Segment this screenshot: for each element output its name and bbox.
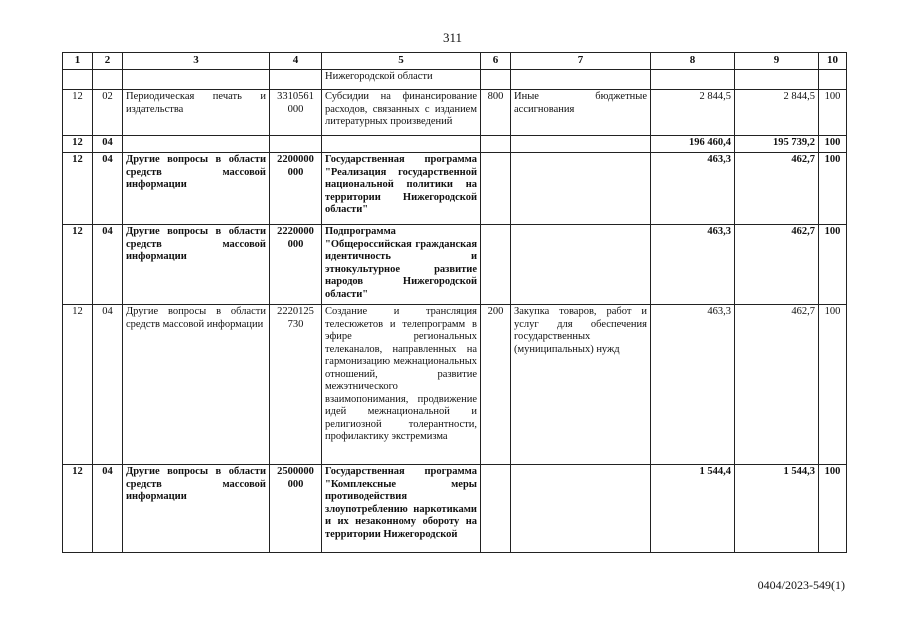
cell-section-name: Периодическая печать и издательства <box>123 90 270 136</box>
cell-target-name: Государственная программа "Комплексные меры противодействия злоупотреблению наркотиками и их незаконному обороту на территории Нижегородской <box>322 465 481 553</box>
cell-target-code: 2200000 000 <box>270 153 322 225</box>
cell-percent <box>819 70 847 90</box>
cell-section: 12 <box>63 305 93 465</box>
cell-subsection <box>93 70 123 90</box>
cell-target-code: 2220000 000 <box>270 225 322 305</box>
cell-percent: 100 <box>819 305 847 465</box>
cell-percent: 100 <box>819 136 847 153</box>
cell-expense-type <box>481 136 511 153</box>
cell-subsection: 04 <box>93 225 123 305</box>
cell-planned: 463,3 <box>651 153 735 225</box>
cell-planned: 463,3 <box>651 305 735 465</box>
cell-expense-type <box>481 153 511 225</box>
cell-executed: 2 844,5 <box>735 90 819 136</box>
table-row <box>63 153 847 225</box>
table-row <box>63 465 847 553</box>
cell-executed: 1 544,3 <box>735 465 819 553</box>
cell-subsection: 04 <box>93 305 123 465</box>
cell-expense-name: Закупка товаров, работ и услуг для обеспечения государственных (муниципальных) нужд <box>511 305 651 465</box>
col-header: 8 <box>651 53 735 70</box>
cell-section-name: Другие вопросы в области средств массовой информации <box>123 153 270 225</box>
cell-expense-name <box>511 136 651 153</box>
cell-target-code: 2500000 000 <box>270 465 322 553</box>
cell-expense-type <box>481 465 511 553</box>
cell-target-code <box>270 136 322 153</box>
cell-expense-type: 200 <box>481 305 511 465</box>
cell-section-name: Другие вопросы в области средств массовой информации <box>123 465 270 553</box>
cell-section <box>63 70 93 90</box>
table-row <box>63 225 847 305</box>
cell-expense-name: Иные бюджетные ассигнования <box>511 90 651 136</box>
cell-planned: 1 544,4 <box>651 465 735 553</box>
col-header: 2 <box>93 53 123 70</box>
table-row <box>63 70 847 90</box>
cell-percent: 100 <box>819 225 847 305</box>
cell-target-name: Государственная программа "Реализация государственной национальной политики на территории Нижегородской области" <box>322 153 481 225</box>
col-header: 1 <box>63 53 93 70</box>
table-header-row <box>63 53 847 70</box>
cell-target-name: Субсидии на финансирование расходов, связанных с изданием литературных произведений <box>322 90 481 136</box>
table-row <box>63 90 847 136</box>
cell-section-name <box>123 70 270 90</box>
cell-section-name: Другие вопросы в области средств массовой информации <box>123 305 270 465</box>
col-header: 3 <box>123 53 270 70</box>
cell-percent: 100 <box>819 90 847 136</box>
page-number: 311 <box>442 30 463 45</box>
cell-percent: 100 <box>819 153 847 225</box>
cell-target-name: Создание и трансляция телесюжетов и телепрограмм в эфире региональных телеканалов, направленных на гармонизацию межнациональных отношений, развитие межэтнического взаимопонимания, продвижение идей межнациональной и религиозной толерантности, профилактику экстремизма <box>322 305 481 465</box>
cell-expense-type <box>481 70 511 90</box>
cell-executed <box>735 70 819 90</box>
cell-executed: 462,7 <box>735 153 819 225</box>
cell-target-code: 3310561 000 <box>270 90 322 136</box>
cell-section: 12 <box>63 136 93 153</box>
cell-executed: 462,7 <box>735 305 819 465</box>
cell-target-code: 2220125 730 <box>270 305 322 465</box>
cell-section: 12 <box>63 225 93 305</box>
cell-subsection: 04 <box>93 465 123 553</box>
document-code: 0404/2023-549(1) <box>757 578 845 592</box>
cell-expense-name <box>511 153 651 225</box>
cell-subsection: 04 <box>93 136 123 153</box>
cell-target-name <box>322 136 481 153</box>
table-row <box>63 305 847 465</box>
budget-table <box>62 52 847 553</box>
col-header: 9 <box>735 53 819 70</box>
col-header: 4 <box>270 53 322 70</box>
cell-expense-type <box>481 225 511 305</box>
table-row <box>63 136 847 153</box>
cell-section: 12 <box>63 90 93 136</box>
col-header: 5 <box>322 53 481 70</box>
cell-planned: 2 844,5 <box>651 90 735 136</box>
cell-expense-name <box>511 225 651 305</box>
cell-expense-name <box>511 70 651 90</box>
cell-executed: 462,7 <box>735 225 819 305</box>
col-header: 7 <box>511 53 651 70</box>
cell-planned <box>651 70 735 90</box>
cell-expense-name <box>511 465 651 553</box>
cell-expense-type: 800 <box>481 90 511 136</box>
cell-target-name: Подпрограмма "Общероссийская гражданская идентичность и этнокультурное развитие народов Нижегородской области" <box>322 225 481 305</box>
cell-section-name <box>123 136 270 153</box>
cell-subsection: 04 <box>93 153 123 225</box>
cell-target-name: Нижегородской области <box>322 70 481 90</box>
cell-section-name: Другие вопросы в области средств массовой информации <box>123 225 270 305</box>
cell-planned: 196 460,4 <box>651 136 735 153</box>
cell-subsection: 02 <box>93 90 123 136</box>
cell-planned: 463,3 <box>651 225 735 305</box>
cell-percent: 100 <box>819 465 847 553</box>
cell-executed: 195 739,2 <box>735 136 819 153</box>
col-header: 6 <box>481 53 511 70</box>
cell-section: 12 <box>63 465 93 553</box>
col-header: 10 <box>819 53 847 70</box>
cell-target-code <box>270 70 322 90</box>
cell-section: 12 <box>63 153 93 225</box>
